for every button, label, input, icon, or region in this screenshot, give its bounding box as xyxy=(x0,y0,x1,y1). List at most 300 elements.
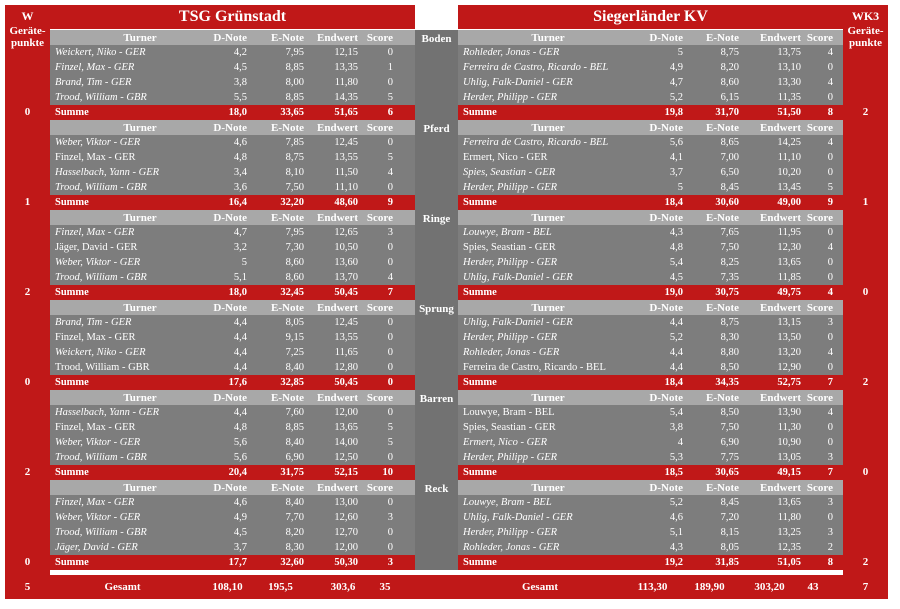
table-row xyxy=(458,405,843,420)
sum-score: 8 xyxy=(827,557,833,568)
left-geraetepunkte: 0 xyxy=(24,376,31,388)
right-team-title: Siegerländer KV xyxy=(458,5,843,29)
right-sum-row xyxy=(458,465,843,480)
d-note: 4,4 xyxy=(233,362,247,373)
sum-e-note: 31,75 xyxy=(280,467,304,478)
gymnast-name: Trood, William - GBR xyxy=(55,272,147,283)
table-row xyxy=(50,240,415,255)
score: 0 xyxy=(827,332,833,343)
header-e-note: E-Note xyxy=(706,481,739,494)
sum-d-note: 16,4 xyxy=(228,197,247,208)
d-note: 5,6 xyxy=(233,452,247,463)
header-e-note: E-Note xyxy=(271,31,304,44)
e-note: 8,30 xyxy=(720,332,739,343)
score: 0 xyxy=(387,77,393,88)
score: 4 xyxy=(827,347,833,358)
right-total-e: 189,90 xyxy=(694,581,725,593)
score: 0 xyxy=(387,47,393,58)
right-column-label: WK3 xyxy=(851,9,880,23)
header-e-note: E-Note xyxy=(706,211,739,224)
sum-e-note: 30,65 xyxy=(715,467,739,478)
table-row xyxy=(50,225,415,240)
endwert: 12,45 xyxy=(334,317,358,328)
endwert: 13,90 xyxy=(777,407,801,418)
sum-score: 7 xyxy=(387,287,393,298)
endwert: 11,35 xyxy=(777,92,801,103)
gymnast-name: Spies, Seastian - GER xyxy=(463,422,556,433)
score: 0 xyxy=(827,512,833,523)
table-row xyxy=(458,435,843,450)
sum-label: Summe xyxy=(463,287,497,298)
e-note: 8,40 xyxy=(285,437,304,448)
score: 3 xyxy=(827,497,833,508)
header-turner: Turner xyxy=(531,211,565,224)
gymnast-name: Herder, Philipp - GER xyxy=(463,332,558,343)
d-note: 5,2 xyxy=(669,92,683,103)
e-note: 8,85 xyxy=(285,62,304,73)
d-note: 4,4 xyxy=(233,332,247,343)
e-note: 8,05 xyxy=(285,317,304,328)
e-note: 8,00 xyxy=(285,77,304,88)
d-note: 5 xyxy=(241,257,247,268)
score: 0 xyxy=(827,167,833,178)
e-note: 8,40 xyxy=(285,362,304,373)
header-e-note: E-Note xyxy=(271,481,304,494)
score: 4 xyxy=(827,242,833,253)
right-total-points: 7 xyxy=(862,581,869,593)
table-row xyxy=(50,330,415,345)
left-sum-row xyxy=(50,375,415,390)
sum-d-note: 18,0 xyxy=(228,107,247,118)
d-note: 3,7 xyxy=(233,542,247,553)
right-geraetepunkte: 1 xyxy=(862,196,869,208)
d-note: 4,5 xyxy=(669,272,683,283)
endwert: 11,30 xyxy=(777,422,801,433)
sum-score: 4 xyxy=(827,287,833,298)
right-table-barren xyxy=(458,390,843,480)
score: 0 xyxy=(387,242,393,253)
header-endwert: Endwert xyxy=(760,481,801,494)
right-geraetepunkte-label: Geräte- punkte xyxy=(847,25,884,49)
right-table-sprung xyxy=(458,300,843,390)
table-row xyxy=(458,135,843,150)
header-score: Score xyxy=(806,481,833,494)
header-d-note: D-Note xyxy=(213,391,247,404)
table-row xyxy=(458,180,843,195)
left-table-header xyxy=(50,120,415,135)
header-turner: Turner xyxy=(531,481,565,494)
sum-score: 3 xyxy=(387,557,393,568)
right-table-boden xyxy=(458,30,843,120)
e-note: 6,90 xyxy=(720,437,739,448)
left-geraetepunkte: 0 xyxy=(24,106,31,118)
d-note: 4,5 xyxy=(233,527,247,538)
sum-label: Summe xyxy=(463,557,497,568)
table-row xyxy=(50,255,415,270)
sum-endwert: 49,75 xyxy=(777,287,801,298)
left-table-sprung xyxy=(50,300,415,390)
gymnast-name: Herder, Philipp - GER xyxy=(463,257,558,268)
endwert: 13,05 xyxy=(777,452,801,463)
sum-score: 10 xyxy=(382,467,393,478)
left-team-title: TSG Grünstadt xyxy=(50,5,415,29)
endwert: 11,85 xyxy=(777,272,801,283)
sum-label: Summe xyxy=(55,467,89,478)
e-note: 9,15 xyxy=(285,332,304,343)
endwert: 12,30 xyxy=(777,242,801,253)
gymnast-name: Uhlig, Falk-Daniel - GER xyxy=(463,272,573,283)
endwert: 12,65 xyxy=(334,227,358,238)
left-table-header xyxy=(50,30,415,45)
score: 5 xyxy=(387,437,393,448)
sum-d-note: 20,4 xyxy=(228,467,247,478)
score: 3 xyxy=(827,452,833,463)
score: 0 xyxy=(387,362,393,373)
table-row xyxy=(458,90,843,105)
gymnast-name: Hasselbach, Yann - GER xyxy=(55,167,160,178)
e-note: 7,85 xyxy=(285,137,304,148)
d-note: 3,4 xyxy=(233,167,247,178)
left-column-label: W xyxy=(21,9,34,23)
sum-endwert: 49,00 xyxy=(777,197,801,208)
gymnast-name: Finzel, Max - GER xyxy=(55,422,136,433)
score: 4 xyxy=(827,47,833,58)
endwert: 12,15 xyxy=(334,47,358,58)
header-score: Score xyxy=(366,31,393,44)
sum-e-note: 30,75 xyxy=(715,287,739,298)
apparatus-label-ringe: Ringe xyxy=(422,213,451,225)
score: 4 xyxy=(827,407,833,418)
endwert: 11,80 xyxy=(334,77,358,88)
table-row xyxy=(50,45,415,60)
sum-score: 7 xyxy=(827,377,833,388)
e-note: 8,60 xyxy=(285,257,304,268)
header-d-note: D-Note xyxy=(649,211,683,224)
e-note: 8,85 xyxy=(285,92,304,103)
d-note: 4,8 xyxy=(233,152,247,163)
e-note: 7,30 xyxy=(285,242,304,253)
gymnast-name: Louwye, Bram - BEL xyxy=(463,407,555,418)
scoreboard xyxy=(5,5,888,599)
sum-score: 7 xyxy=(827,467,833,478)
sum-endwert: 50,45 xyxy=(334,377,358,388)
table-row xyxy=(50,90,415,105)
left-geraetepunkte: 2 xyxy=(24,286,31,298)
table-row xyxy=(50,75,415,90)
d-note: 4,4 xyxy=(233,347,247,358)
left-table-pferd xyxy=(50,120,415,210)
gymnast-name: Herder, Philipp - GER xyxy=(463,452,558,463)
table-row xyxy=(458,255,843,270)
header-endwert: Endwert xyxy=(760,121,801,134)
table-row xyxy=(458,450,843,465)
gymnast-name: Weber, Viktor - GER xyxy=(55,512,141,523)
gymnast-name: Finzel, Max - GER xyxy=(55,227,135,238)
e-note: 8,45 xyxy=(720,497,739,508)
right-geraetepunkte: 2 xyxy=(862,556,869,568)
score: 1 xyxy=(387,62,393,73)
d-note: 5,6 xyxy=(669,137,683,148)
sum-label: Summe xyxy=(463,107,497,118)
score: 0 xyxy=(827,422,833,433)
table-row xyxy=(458,345,843,360)
endwert: 11,50 xyxy=(334,167,358,178)
endwert: 12,90 xyxy=(777,362,801,373)
header-e-note: E-Note xyxy=(706,31,739,44)
left-points-column xyxy=(5,5,50,599)
e-note: 8,50 xyxy=(720,407,739,418)
e-note: 8,75 xyxy=(285,152,304,163)
sum-score: 9 xyxy=(387,197,393,208)
header-endwert: Endwert xyxy=(317,301,358,314)
score: 3 xyxy=(827,527,833,538)
right-sum-row xyxy=(458,375,843,390)
sum-label: Summe xyxy=(55,377,89,388)
e-note: 7,50 xyxy=(285,182,304,193)
score: 0 xyxy=(387,527,393,538)
left-sum-row xyxy=(50,465,415,480)
gymnast-name: Louwye, Bram - BEL xyxy=(463,227,552,238)
table-row xyxy=(50,135,415,150)
sum-endwert: 52,15 xyxy=(334,467,358,478)
d-note: 4,7 xyxy=(669,77,683,88)
endwert: 13,65 xyxy=(777,257,801,268)
e-note: 8,10 xyxy=(285,167,304,178)
d-note: 5,5 xyxy=(233,92,247,103)
right-geraetepunkte: 2 xyxy=(862,106,869,118)
table-row xyxy=(458,270,843,285)
table-row xyxy=(458,165,843,180)
d-note: 5,6 xyxy=(233,437,247,448)
sum-endwert: 51,05 xyxy=(777,557,801,568)
endwert: 12,80 xyxy=(334,362,358,373)
apparatus-label-sprung: Sprung xyxy=(419,303,454,315)
table-row xyxy=(458,360,843,375)
endwert: 13,65 xyxy=(334,422,358,433)
d-note: 5,2 xyxy=(669,332,683,343)
e-note: 8,25 xyxy=(720,257,739,268)
endwert: 12,50 xyxy=(334,452,358,463)
endwert: 13,15 xyxy=(777,317,801,328)
score: 0 xyxy=(827,437,833,448)
endwert: 11,10 xyxy=(777,152,801,163)
gymnast-name: Ermert, Nico - GER xyxy=(463,437,547,448)
e-note: 8,60 xyxy=(285,272,304,283)
right-sum-row xyxy=(458,195,843,210)
header-score: Score xyxy=(366,391,393,404)
gymnast-name: Herder, Philipp - GER xyxy=(463,92,558,103)
header-turner: Turner xyxy=(123,211,157,224)
right-table-pferd xyxy=(458,120,843,210)
sum-score: 0 xyxy=(387,377,393,388)
e-note: 8,65 xyxy=(720,137,739,148)
right-total-end: 303,20 xyxy=(754,581,785,593)
d-note: 5,1 xyxy=(233,272,247,283)
table-row xyxy=(458,510,843,525)
d-note: 4,9 xyxy=(669,62,683,73)
gymnast-name: Rohleder, Jonas - GER xyxy=(463,542,560,553)
d-note: 4,8 xyxy=(233,422,247,433)
score: 0 xyxy=(387,407,393,418)
sum-e-note: 31,70 xyxy=(715,107,739,118)
gymnast-name: Spies, Seastian - GER xyxy=(463,167,556,178)
right-total-score: 43 xyxy=(807,581,819,593)
header-score: Score xyxy=(806,391,833,404)
table-row xyxy=(458,495,843,510)
gymnast-name: Spies, Seastian - GER xyxy=(463,242,556,253)
table-row xyxy=(50,420,415,435)
e-note: 8,60 xyxy=(720,77,739,88)
e-note: 7,60 xyxy=(285,407,304,418)
score: 3 xyxy=(827,317,833,328)
table-row xyxy=(50,270,415,285)
apparatus-label-barren: Barren xyxy=(419,393,454,405)
left-sum-row xyxy=(50,195,415,210)
right-total-d: 113,30 xyxy=(637,581,668,593)
score: 0 xyxy=(827,152,833,163)
header-turner: Turner xyxy=(123,31,157,44)
endwert: 11,95 xyxy=(777,227,801,238)
gymnast-name: Uhlig, Falk-Daniel - GER xyxy=(463,512,573,523)
d-note: 5,4 xyxy=(669,257,683,268)
sum-endwert: 50,45 xyxy=(334,287,358,298)
endwert: 13,50 xyxy=(777,332,801,343)
gymnast-name: Ermert, Nico - GER xyxy=(463,152,548,163)
apparatus-label-boden: Boden xyxy=(421,33,452,45)
gymnast-name: Trood, William - GBR xyxy=(55,182,147,193)
e-note: 7,75 xyxy=(720,452,739,463)
table-row xyxy=(458,60,843,75)
left-table-header xyxy=(50,300,415,315)
header-d-note: D-Note xyxy=(649,301,683,314)
d-note: 3,6 xyxy=(233,182,247,193)
gymnast-name: Rohleder, Jonas - GER xyxy=(463,47,560,58)
right-table-header xyxy=(458,480,843,495)
header-d-note: D-Note xyxy=(649,31,683,44)
endwert: 13,10 xyxy=(777,62,801,73)
left-table-boden xyxy=(50,30,415,120)
endwert: 13,20 xyxy=(777,347,801,358)
score: 4 xyxy=(827,77,833,88)
gymnast-name: Ferreira de Castro, Ricardo - BEL xyxy=(463,62,609,73)
score: 0 xyxy=(827,227,833,238)
right-table-header xyxy=(458,120,843,135)
header-endwert: Endwert xyxy=(760,391,801,404)
totals-bar xyxy=(5,575,888,599)
d-note: 3,2 xyxy=(233,242,247,253)
score: 0 xyxy=(827,257,833,268)
sum-label: Summe xyxy=(55,107,89,118)
endwert: 13,45 xyxy=(777,182,801,193)
score: 3 xyxy=(387,227,393,238)
sum-e-note: 34,35 xyxy=(715,377,739,388)
table-row xyxy=(458,330,843,345)
endwert: 14,35 xyxy=(334,92,358,103)
e-note: 7,70 xyxy=(285,512,304,523)
right-table-header xyxy=(458,390,843,405)
gymnast-name: Trood, William - GBR xyxy=(55,362,150,373)
header-e-note: E-Note xyxy=(706,391,739,404)
right-geraetepunkte: 2 xyxy=(862,376,869,388)
sum-endwert: 51,65 xyxy=(334,107,358,118)
endwert: 14,00 xyxy=(334,437,358,448)
header-score: Score xyxy=(806,301,833,314)
score: 0 xyxy=(827,272,833,283)
right-table-header xyxy=(458,300,843,315)
table-row xyxy=(458,315,843,330)
gymnast-name: Finzel, Max - GER xyxy=(55,332,136,343)
header-endwert: Endwert xyxy=(317,31,358,44)
gymnast-name: Jäger, David - GER xyxy=(55,242,138,253)
sum-score: 6 xyxy=(387,107,393,118)
header-score: Score xyxy=(806,211,833,224)
header-score: Score xyxy=(366,481,393,494)
left-table-reck xyxy=(50,480,415,570)
sum-d-note: 19,0 xyxy=(664,287,683,298)
right-table-ringe xyxy=(458,210,843,300)
gymnast-name: Louwye, Bram - BEL xyxy=(463,497,552,508)
sum-endwert: 50,30 xyxy=(334,557,358,568)
d-note: 4,4 xyxy=(669,362,683,373)
left-total-score: 35 xyxy=(379,581,391,593)
table-row xyxy=(458,240,843,255)
header-turner: Turner xyxy=(531,391,565,404)
endwert: 11,65 xyxy=(334,347,358,358)
header-endwert: Endwert xyxy=(317,481,358,494)
table-row xyxy=(50,60,415,75)
gymnast-name: Weickert, Niko - GER xyxy=(55,47,146,58)
gymnast-name: Weber, Viktor - GER xyxy=(55,257,141,268)
score: 4 xyxy=(387,167,393,178)
left-geraetepunkte: 2 xyxy=(24,466,31,478)
gymnast-name: Herder, Philipp - GER xyxy=(463,527,558,538)
sum-label: Summe xyxy=(55,287,89,298)
header-e-note: E-Note xyxy=(271,211,304,224)
sum-endwert: 49,15 xyxy=(777,467,801,478)
header-d-note: D-Note xyxy=(649,481,683,494)
e-note: 8,20 xyxy=(285,527,304,538)
table-row xyxy=(50,150,415,165)
e-note: 6,15 xyxy=(720,92,739,103)
score: 4 xyxy=(387,272,393,283)
sum-e-note: 32,20 xyxy=(280,197,304,208)
e-note: 8,40 xyxy=(285,497,304,508)
endwert: 13,35 xyxy=(334,62,358,73)
gymnast-name: Weber, Viktor - GER xyxy=(55,437,141,448)
endwert: 13,25 xyxy=(777,527,801,538)
e-note: 8,15 xyxy=(720,527,739,538)
score: 0 xyxy=(387,347,393,358)
d-note: 4,6 xyxy=(233,497,247,508)
gymnast-name: Uhlig, Falk-Daniel - GER xyxy=(463,317,573,328)
endwert: 13,65 xyxy=(777,497,801,508)
d-note: 5,4 xyxy=(669,407,683,418)
gymnast-name: Jäger, David - GER xyxy=(55,542,138,553)
left-total-e: 195,5 xyxy=(268,581,293,593)
table-row xyxy=(458,150,843,165)
table-row xyxy=(458,540,843,555)
endwert: 10,90 xyxy=(777,437,801,448)
e-note: 8,05 xyxy=(720,542,739,553)
left-table-header xyxy=(50,210,415,225)
sum-label: Summe xyxy=(55,197,89,208)
d-note: 5,1 xyxy=(669,527,683,538)
table-row xyxy=(50,180,415,195)
table-row xyxy=(458,75,843,90)
header-d-note: D-Note xyxy=(213,481,247,494)
endwert: 12,45 xyxy=(334,137,358,148)
left-geraetepunkte: 0 xyxy=(24,556,31,568)
